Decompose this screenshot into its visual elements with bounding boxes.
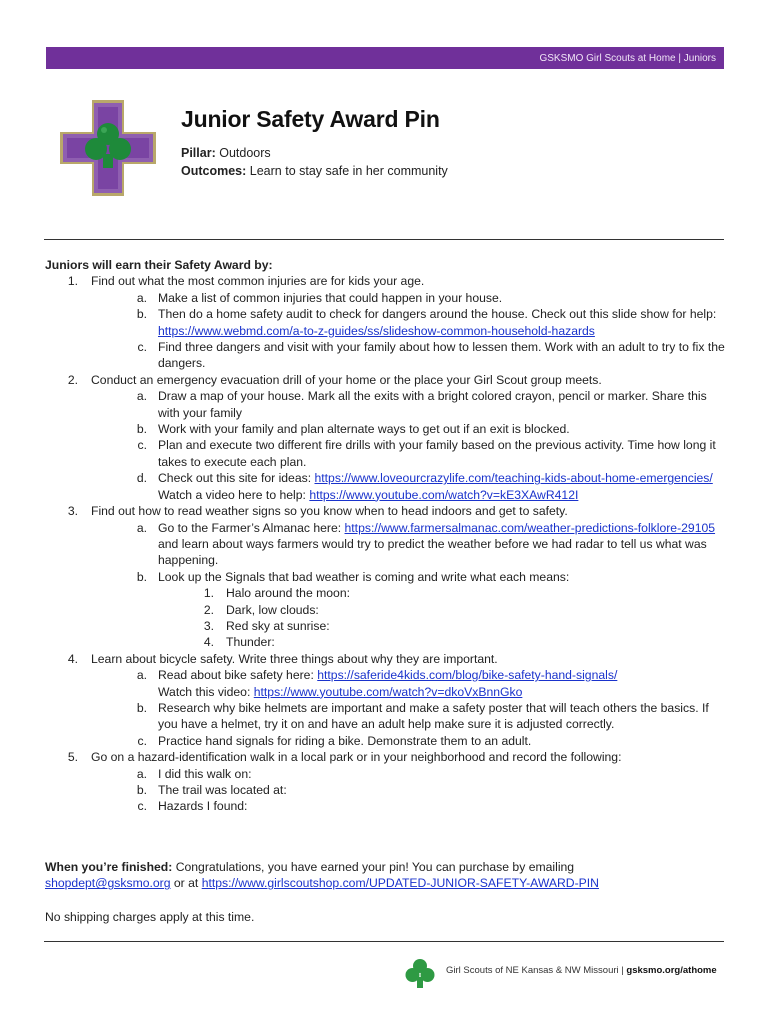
step-text: Plan and execute two different fire drills with your family based on the previous activity. Time how long it takes to execute each plan. [158,438,716,469]
step-4a [45,667,725,700]
step-text: Then do a home safety audit to check for dangers around the house. Check out this slide show for help: [158,307,717,322]
step-number: 4. [67,651,78,666]
step-2a [45,388,725,421]
step-letter: c. [137,438,147,453]
safety-award-pin-icon [56,96,160,200]
bottom-divider [44,941,724,942]
step-text-cont: and learn about ways farmers would try to predict the weather before we had radar to tell us what was happening. [158,536,707,568]
step-letter: c. [137,799,147,814]
requirements-list [45,257,725,815]
top-divider [44,239,724,240]
step-1c [45,339,725,372]
step-letter: b. [136,783,147,797]
youtube-fire-video-link[interactable]: https://www.youtube.com/watch?v=kE3XAwR412I [309,487,579,502]
step-text: Work with your family and plan alternate ways to get out if an exit is blocked. [158,422,570,437]
outcomes-line [181,164,448,178]
footer-text [446,965,717,976]
step-3 [45,503,725,519]
step-text: Check out this site for ideas: [158,471,312,486]
step-1b [45,306,725,339]
step-text: Look up the Signals that bad weather is coming and write what each means: [158,569,570,584]
step-letter: a. [136,520,147,535]
outcomes-value: Learn to stay safe in her community [249,164,448,178]
step-3b-1 [45,585,725,601]
step-text: Halo around the moon: [226,586,350,601]
step-number: 5. [67,750,78,765]
header-bar-text: GSKSMO Girl Scouts at Home | Juniors [539,52,716,64]
step-text: Find three dangers and visit with your family about how to lessen them. Work with an adult to try to fix the dangers. [158,340,725,371]
step-text: Go to the Farmer’s Almanac here: [158,520,342,535]
step-text: Conduct an emergency evacuation drill of your home or the place your Girl Scout group meets. [91,372,602,387]
step-3b-4 [45,634,725,650]
step-text: Red sky at sunrise: [226,618,330,633]
trefoil-logo-icon [404,957,436,989]
step-5c [45,798,725,814]
step-number: 4. [203,635,214,650]
step-text: Thunder: [226,635,275,650]
step-text: I did this walk on: [158,766,252,781]
step-text: Research why bike helmets are important and make a safety poster that will teach others the basics. If you have a helmet, try it on and have an adult help make sure it is adjusted correctly. [158,700,709,732]
step-text: Learn about bicycle safety. Write three things about why they are important. [91,651,498,666]
step-letter: c. [137,340,147,355]
pillar-value: Outdoors [219,146,271,160]
header-bar [46,47,724,69]
finish-label: When you’re finished: [45,860,173,874]
step-text: Hazards I found: [158,799,248,814]
webmd-link[interactable]: https://www.webmd.com/a-to-z-guides/ss/slideshow-common-household-hazards [158,323,595,338]
pillar-label: Pillar: [181,146,216,160]
step-letter: c. [137,733,147,748]
shipping-note: No shipping charges apply at this time. [45,910,255,924]
footer-org: Girl Scouts of NE Kansas & NW Missouri [446,965,619,976]
step-letter: b. [136,700,147,715]
step-4 [45,651,725,667]
step-3b-2 [45,602,725,618]
step-number: 2. [203,602,214,617]
step-letter: a. [136,389,147,404]
step-text: Find out what the most common injuries are for kids your age. [91,274,425,289]
step-number: 1. [67,274,78,289]
step-text: Practice hand signals for riding a bike. Demonstrate them to an adult. [158,733,532,748]
step-5a [45,766,725,782]
shop-email-link[interactable]: shopdept@gsksmo.org [45,876,171,891]
step-number: 1. [203,586,214,601]
step-text: Dark, low clouds: [226,602,319,617]
step-4c [45,733,725,749]
step-2b [45,421,725,437]
step-number: 3. [67,504,78,519]
step-4b [45,700,725,733]
step-5 [45,749,725,765]
step-3b-3 [45,618,725,634]
step-text: Go on a hazard-identification walk in a local park or in your neighborhood and record the following: [91,750,622,765]
step-2d [45,470,725,503]
finish-or: or at [173,876,199,891]
step-5b [45,782,725,798]
finish-text: Congratulations, you have earned your pin! You can purchase by emailing [175,860,575,874]
saferide4kids-link[interactable]: https://saferide4kids.com/blog/bike-safety-hand-signals/ [317,668,618,683]
girlscoutshop-link[interactable]: https://www.girlscoutshop.com/UPDATED-JUNIOR-SAFETY-AWARD-PIN [201,876,599,891]
farmers-almanac-link[interactable]: https://www.farmersalmanac.com/weather-predictions-folklore-29105 [344,520,716,535]
step-letter: a. [136,766,147,781]
step-number: 2. [67,372,78,387]
step-text: Make a list of common injuries that could happen in your house. [158,290,503,305]
step-number: 3. [203,618,214,633]
step-1a [45,290,725,306]
finish-paragraph [45,859,725,892]
step-3a [45,520,725,569]
youtube-bike-video-link[interactable]: https://www.youtube.com/watch?v=dkoVxBnnGko [253,684,523,699]
loveourcrazylife-link[interactable]: https://www.loveourcrazylife.com/teaching-kids-about-home-emergencies/ [314,471,713,486]
step-letter: b. [136,422,147,437]
footer-separator: | [621,965,624,976]
step-letter: b. [136,307,147,322]
step-2 [45,372,725,388]
step-letter: a. [136,290,147,305]
step-1 [45,273,725,289]
step-text-video: Watch a video here to help: [158,487,306,502]
step-letter: a. [136,668,147,683]
step-letter: d. [136,471,147,486]
step-2c [45,437,725,470]
requirements-heading: Juniors will earn their Safety Award by: [45,258,273,272]
step-text: Find out how to read weather signs so you know when to head indoors and get to safety. [91,504,568,519]
outcomes-label: Outcomes: [181,164,247,178]
step-text: Read about bike safety here: [158,668,314,683]
step-3b [45,569,725,585]
page-title: Junior Safety Award Pin [181,106,440,132]
pillar-line [181,146,271,160]
step-text-video: Watch this video: [158,684,251,699]
step-letter: b. [136,569,147,584]
footer-site[interactable]: gsksmo.org/athome [626,965,717,976]
step-text: The trail was located at: [158,783,287,797]
step-text: Draw a map of your house. Mark all the exits with a bright colored crayon, pencil or marker. Share this with your family [158,389,707,420]
